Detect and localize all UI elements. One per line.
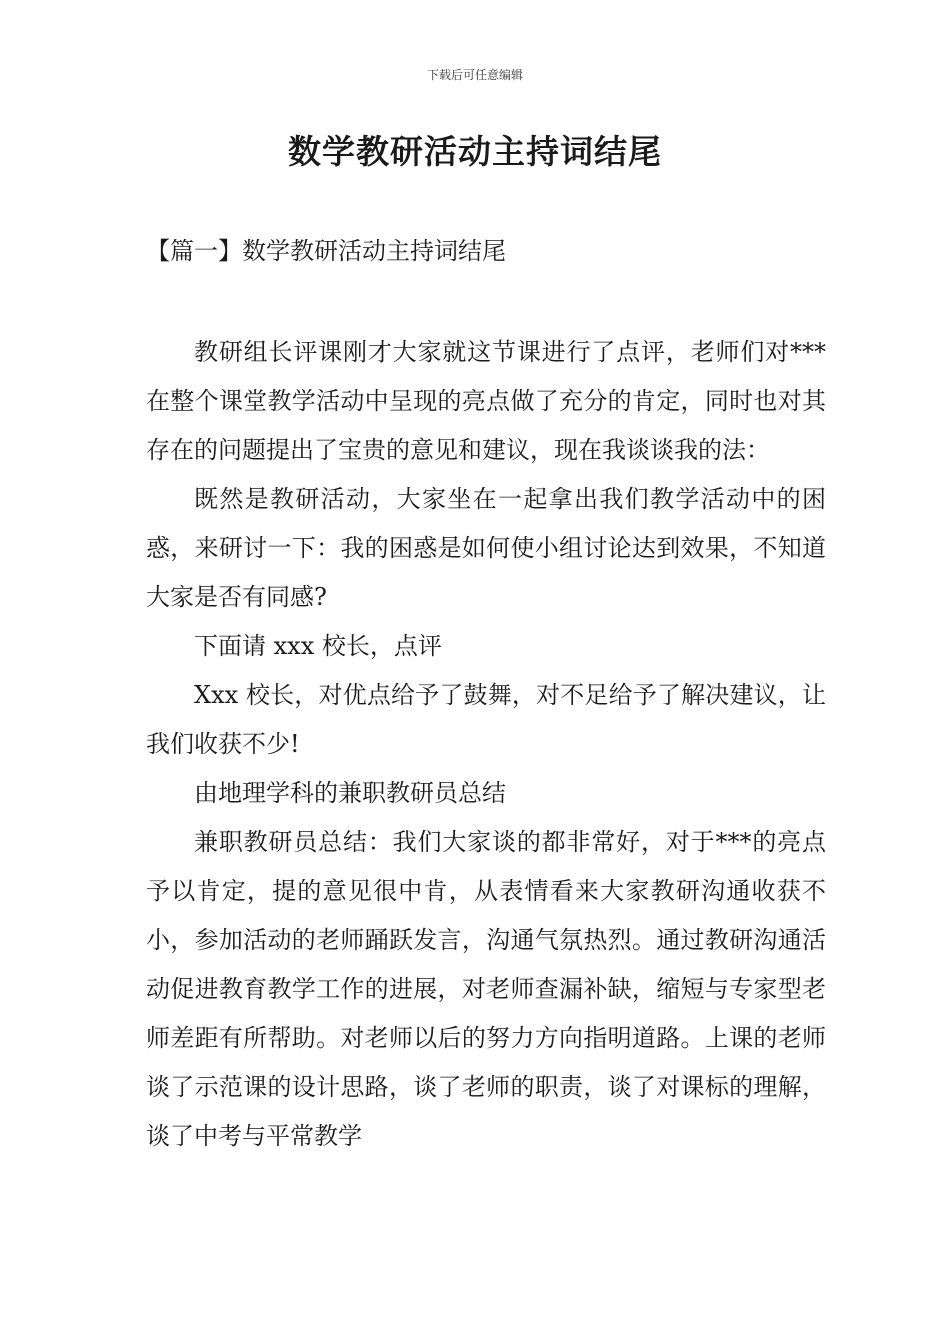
document-body	[146, 328, 826, 1161]
section-heading: 【篇一】数学教研活动主持词结尾	[146, 237, 506, 265]
paragraph: 兼职教研员总结：我们大家谈的都非常好，对于***的亮点予以肯定，提的意见很中肯，从表情看来大家教研沟通收获不小，参加活动的老师踊跃发言，沟通气氛热烈。通过教研沟通活动促进教育教学工作的进展，对老师查漏补缺，缩短与专家型老师差距有所帮助。对老师以后的努力方向指明道路。上课的老师谈了示范课的设计思路，谈了老师的职责，谈了对课标的理解，谈了中考与平常教学	[146, 828, 826, 1150]
paragraph: 下面请 xxx 校长，点评	[194, 632, 442, 660]
paragraph: 教研组长评课刚才大家就这节课进行了点评，老师们对***在整个课堂教学活动中呈现的亮点做了充分的肯定，同时也对其存在的问题提出了宝贵的意见和建议，现在我谈谈我的法：	[146, 338, 826, 464]
paragraph: Xxx 校长，对优点给予了鼓舞，对不足给予了解决建议，让我们收获不少!	[146, 681, 826, 758]
paragraph: 既然是教研活动，大家坐在一起拿出我们教学活动中的困惑，来研讨一下：我的困惑是如何使小组讨论达到效果，不知道大家是否有同感?	[146, 485, 826, 611]
document-title: 数学教研活动主持词结尾	[288, 132, 662, 171]
paragraph: 由地理学科的兼职教研员总结	[194, 779, 506, 807]
header-note: 下载后可任意编辑	[426, 68, 523, 82]
